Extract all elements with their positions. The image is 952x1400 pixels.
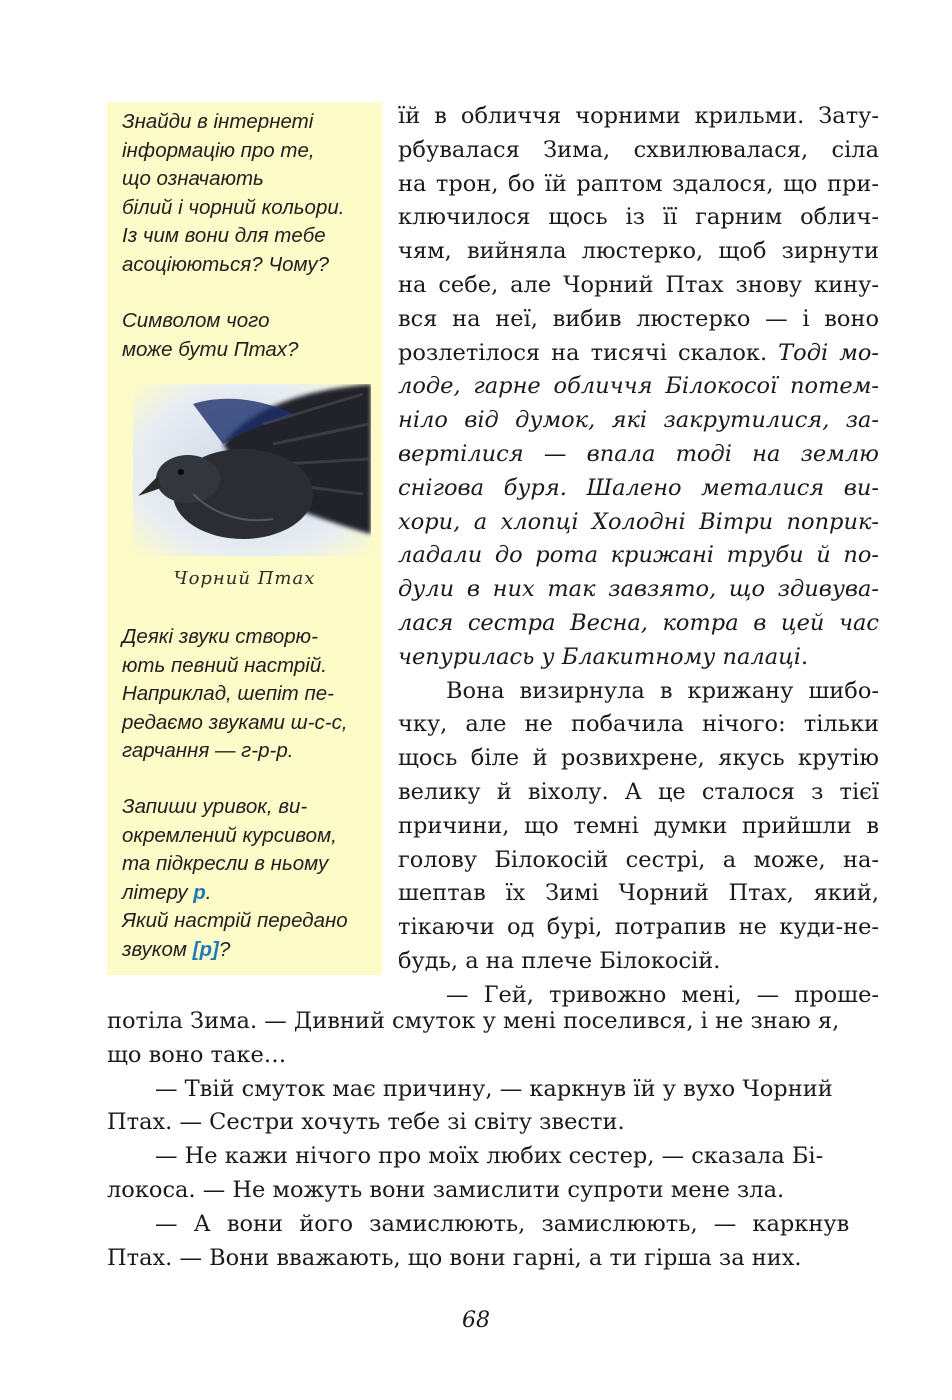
task-line: Знайди в інтернеті (122, 110, 314, 133)
task-line: Запиши уривок, ви- (122, 795, 308, 818)
italic-segment: Тоді мо- (778, 339, 879, 366)
story-full-width (107, 1005, 879, 1275)
text-line (398, 641, 879, 675)
task-line: що означають (122, 167, 264, 190)
image-caption: Чорний Птах (173, 568, 316, 589)
text-line: шептав їх Зимі Чорний Птах, який, (398, 880, 879, 907)
task-line: Символом чого (122, 309, 270, 332)
task-line: та підкресли в ньому (122, 852, 329, 875)
text-line (398, 337, 879, 371)
task-line: ють певний настрій. (122, 653, 327, 677)
text-segment: . (801, 643, 809, 670)
text-line: вся на неї, вибив люстерко — і воно (398, 305, 879, 332)
task-line: гарчання — г-р-р. (122, 739, 294, 762)
raven-illustration (133, 384, 371, 556)
task-line: редаємо звуками ш-с-с, (122, 710, 348, 734)
text-line: ключилося щось із її гарним облич- (398, 204, 879, 231)
text-segment: звуком (122, 937, 193, 961)
text-line: будь, а на плече Білокосій. (398, 947, 721, 974)
italic-line: снігова буря. Шалено металися ви- (398, 474, 879, 501)
italic-line: лася сестра Весна, котра в цей час (398, 609, 879, 636)
task-line: інформацію про те, (122, 138, 315, 162)
italic-line: ніло від думок, які закрутилися, за- (398, 407, 879, 434)
italic-line: лоде, гарне обличчя Білокосої потем- (398, 373, 879, 400)
task-line: білий і чорний кольори. (122, 195, 345, 219)
text-line: рбувалася Зима, схвилювалася, сіла (398, 136, 879, 163)
text-line: чям, вийняла люстерко, щоб зирнути (398, 238, 879, 265)
task-sounds (122, 623, 380, 766)
text-line: голову Білокосій сестрі, а може, на- (398, 846, 879, 873)
task-line: Деякі звуки створю- (122, 625, 318, 648)
text-line: велику й віхолу. А це сталося з тієї (398, 778, 879, 805)
text-line: причини, що темні думки прийшли в (398, 812, 879, 839)
italic-line: дули в них так завзято, що здивува- (398, 576, 879, 603)
text-segment: . (205, 880, 212, 904)
text-line: Вона визирнула в крижану шибо- (446, 677, 879, 704)
text-line: щось біле й розвихрене, якусь крутію (398, 745, 879, 772)
task-write (122, 793, 380, 964)
highlight-sound: [р] (192, 937, 219, 961)
italic-segment: чепурилась у Блакитному палаці (398, 643, 802, 670)
task-line: Який настрій передано (122, 909, 348, 932)
raven-icon (133, 384, 371, 556)
task-internet (122, 108, 380, 279)
text-line: тікаючи од бурі, потрапив не куди-не- (398, 914, 879, 941)
task-line: окремлений курсивом, (122, 823, 337, 847)
text-line: на трон, бо їй раптом здалося, що при- (398, 170, 879, 197)
italic-line: вертілися — впала тоді на землю (398, 440, 879, 467)
text-line: на себе, але Чорний Птах знову кину- (398, 271, 879, 298)
page-number: 68 (462, 1308, 490, 1333)
text-line: — А вони його замислюють, замислюють, — каркнув (155, 1210, 850, 1237)
task-line: може бути Птах? (122, 337, 299, 361)
text-line: — Твій смуток має причину, — каркнув їй у вухо Чорний (155, 1075, 833, 1102)
task-line: Із чим вони для тебе (122, 224, 326, 247)
text-segment: розлетілося на тисячі скалок. (398, 339, 779, 366)
story-column (398, 100, 879, 1013)
text-line: — Гей, тривожно мені, — проше- (446, 981, 879, 1008)
task-line: Наприклад, шепіт пе- (122, 682, 334, 705)
italic-line: хори, а хлопці Холодні Вітри поприк- (398, 508, 879, 535)
text-line: їй в обличчя чорними крильми. Зату- (398, 103, 879, 129)
text-line: локоса. — Не можуть вони замислити супроти мене зла. (107, 1176, 785, 1203)
task-line: асоціюються? Чому? (122, 252, 329, 276)
task-line (122, 879, 380, 908)
sidebar-tasks (107, 102, 382, 975)
text-line: що воно таке… (107, 1041, 287, 1068)
text-line: Птах. — Вони вважають, що вони гарні, а ти гірша за них. (107, 1244, 802, 1271)
text-segment: літеру (122, 880, 194, 904)
text-line: Птах. — Сестри хочуть тебе зі світу звести. (107, 1109, 625, 1136)
text-line: — Не кажи нічого про моїх любих сестер, — сказала Бі- (155, 1143, 824, 1170)
text-line: потіла Зима. — Дивний смуток у мені поселився, і не знаю я, (107, 1008, 840, 1034)
task-line (122, 936, 380, 965)
text-line: чку, але не побачила нічого: тільки (398, 711, 879, 738)
text-segment: ? (218, 937, 231, 961)
italic-line: ладали до рота крижані труби й по- (398, 542, 879, 569)
task-symbol (122, 307, 380, 364)
highlight-letter: р (193, 880, 206, 904)
